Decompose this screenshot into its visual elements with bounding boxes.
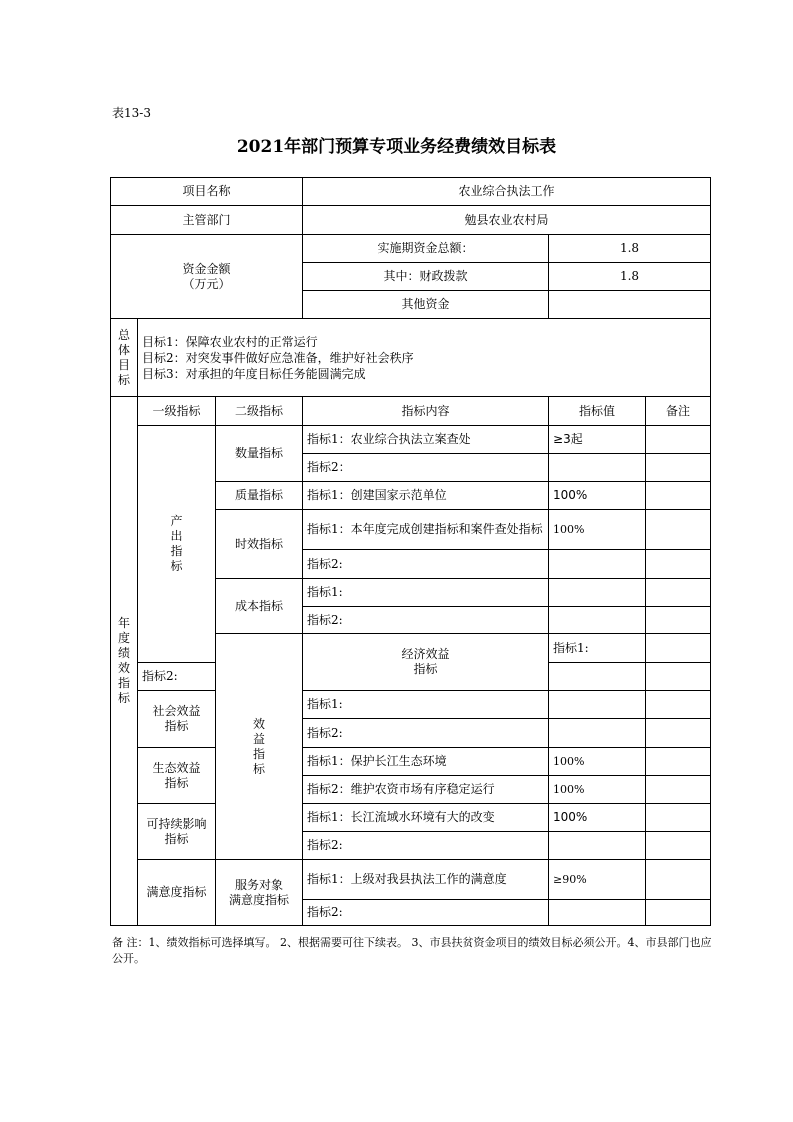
remark-cell (646, 860, 711, 900)
annual-goal-label (111, 397, 138, 926)
service-indicator-1: 指标1：上级对我县执法工作的满意度 (303, 860, 549, 900)
footnote: 备 注：1、绩效指标可选择填写。 2、根据需要可往下续表。 3、市县扶贫资金项目的绩效目标必须公开。4、市县部门也应公开。 (112, 936, 712, 965)
fund-fiscal-label: 其中：财政拨款 (303, 263, 549, 291)
cost-indicator-1: 指标1: (303, 579, 549, 607)
remark-cell (646, 482, 711, 510)
overall-goals (138, 319, 711, 397)
value-cell (549, 663, 646, 691)
ecological-indicator-1: 指标1：保护长江生态环境 (303, 748, 549, 776)
ecological-label-line-1: 生态效益 (152, 760, 201, 775)
ecological-indicator-2-value: 100% (549, 776, 646, 804)
department-value: 勉县农业农村局 (303, 206, 711, 235)
ecological-indicator-1-value: 100% (549, 748, 646, 776)
header-remark: 备注 (646, 397, 711, 426)
annual-label-char: 效 (117, 661, 130, 675)
economic-indicator-label (303, 634, 549, 691)
quantity-indicator-1: 指标1：农业综合执法立案查处 (303, 426, 549, 454)
table-row (111, 178, 711, 206)
cost-indicator-label: 成本指标 (216, 579, 303, 634)
remark-cell (646, 426, 711, 454)
header-content: 指标内容 (303, 397, 549, 426)
fund-fiscal-value: 1.8 (549, 263, 711, 291)
overall-goal-label (111, 319, 138, 397)
remark-cell (646, 510, 711, 550)
social-label-line-2: 指标 (164, 719, 189, 733)
table-row (111, 319, 711, 397)
economic-indicator-2: 指标2: (138, 663, 216, 691)
remark-cell (646, 607, 711, 634)
economic-indicator-1: 指标1: (549, 634, 646, 663)
social-indicator-1: 指标1: (303, 691, 549, 719)
overall-label-char: 总 (117, 327, 130, 342)
quality-indicator-label: 质量指标 (216, 482, 303, 510)
economic-label-line-1: 经济效益 (401, 647, 450, 661)
quantity-indicator-label: 数量指标 (216, 426, 303, 482)
overall-label-char: 目 (117, 357, 130, 372)
table-row (111, 397, 711, 426)
value-cell (646, 634, 711, 663)
remark-cell (646, 748, 711, 776)
output-indicator-label (138, 426, 216, 663)
service-label-line-1: 服务对象 (235, 877, 284, 892)
fund-total-value: 1.8 (549, 235, 711, 263)
table-row (111, 748, 711, 776)
sustainability-indicator-2: 指标2: (303, 832, 549, 860)
benefit-label-char: 标 (253, 761, 266, 776)
remark-cell (646, 691, 711, 719)
service-satisfaction-label (216, 860, 303, 926)
value-cell (549, 579, 646, 607)
value-cell (549, 550, 646, 579)
sustainability-indicator-label (138, 804, 216, 860)
remark-cell (646, 776, 711, 804)
ecological-label-line-2: 指标 (164, 775, 189, 790)
service-indicator-1-value: ≥90% (549, 860, 646, 900)
output-label-char: 产 (170, 514, 183, 528)
page-title: 2021年部门预算专项业务经费绩效目标表 (236, 137, 557, 157)
benefit-label-char: 指 (253, 746, 266, 761)
remark-cell (646, 900, 711, 926)
remark-cell (646, 663, 711, 691)
table-row (111, 691, 711, 719)
quantity-indicator-1-value: ≥3起 (549, 426, 646, 454)
fund-other-label: 其他资金 (303, 291, 549, 319)
fund-label-line-2: （万元） (182, 276, 231, 291)
annual-label-char: 度 (117, 631, 130, 645)
ecological-indicator-label (138, 748, 216, 804)
value-cell (549, 719, 646, 748)
satisfaction-indicator-label: 满意度指标 (138, 860, 216, 926)
project-name-value: 农业综合执法工作 (303, 178, 711, 206)
table-row (111, 206, 711, 235)
output-label-char: 标 (170, 559, 183, 573)
fund-amount-label (111, 235, 303, 319)
benefit-label-char: 效 (253, 716, 266, 731)
sustainability-label-line-1: 可持续影响 (146, 816, 207, 831)
quality-indicator-1-value: 100% (549, 482, 646, 510)
remark-cell (646, 832, 711, 860)
overall-label-char: 体 (117, 342, 130, 357)
remark-cell (646, 454, 711, 482)
fund-other-value (549, 291, 711, 319)
annual-label-char: 年 (117, 616, 130, 630)
annual-label-char: 指 (117, 676, 130, 690)
goal-2: 目标2：对突发事件做好应急准备，维护好社会秩序 (142, 350, 414, 365)
header-level2: 二级指标 (216, 397, 303, 426)
value-cell (549, 691, 646, 719)
value-cell (549, 832, 646, 860)
service-label-line-2: 满意度指标 (229, 892, 290, 907)
goal-3: 目标3：对承担的年度目标任务能圆满完成 (142, 366, 366, 381)
table-row (111, 235, 711, 263)
social-indicator-label (138, 691, 216, 748)
remark-cell (646, 579, 711, 607)
social-label-line-1: 社会效益 (152, 704, 201, 718)
annual-label-char: 绩 (117, 646, 130, 660)
benefit-label-char: 益 (253, 731, 266, 746)
economic-label-line-2: 指标 (413, 662, 438, 676)
table-row (111, 426, 711, 454)
performance-goal-table (110, 177, 711, 926)
header-value: 指标值 (549, 397, 646, 426)
ecological-indicator-2: 指标2：维护农资市场有序稳定运行 (303, 776, 549, 804)
remark-cell (646, 719, 711, 748)
timeliness-indicator-label: 时效指标 (216, 510, 303, 579)
output-label-char: 出 (170, 529, 183, 543)
output-label-char: 指 (170, 544, 183, 558)
sustainability-label-line-2: 指标 (164, 831, 189, 846)
goal-1: 目标1：保障农业农村的正常运行 (142, 334, 318, 349)
department-label: 主管部门 (111, 206, 303, 235)
service-indicator-2: 指标2: (303, 900, 549, 926)
annual-label-char: 标 (117, 691, 130, 705)
timeliness-indicator-1: 指标1：本年度完成创建指标和案件查处指标 (303, 510, 549, 550)
table-row (111, 860, 711, 900)
quality-indicator-1: 指标1：创建国家示范单位 (303, 482, 549, 510)
value-cell (549, 900, 646, 926)
remark-cell (646, 804, 711, 832)
fund-total-label: 实施期资金总额： (303, 235, 549, 263)
project-name-label: 项目名称 (111, 178, 303, 206)
social-indicator-2: 指标2: (303, 719, 549, 748)
sustainability-indicator-1-value: 100% (549, 804, 646, 832)
timeliness-indicator-1-value: 100% (549, 510, 646, 550)
quantity-indicator-2: 指标2： (303, 454, 549, 482)
table-row (111, 804, 711, 832)
sustainability-indicator-1: 指标1：长江流域水环境有大的改变 (303, 804, 549, 832)
timeliness-indicator-2: 指标2: (303, 550, 549, 579)
remark-cell (646, 550, 711, 579)
value-cell (549, 454, 646, 482)
benefit-indicator-label (216, 634, 303, 860)
table-number: 表13-3 (112, 106, 151, 120)
overall-label-char: 标 (117, 372, 130, 387)
fund-label-line-1: 资金金额 (182, 261, 231, 276)
value-cell (549, 607, 646, 634)
header-level1: 一级指标 (138, 397, 216, 426)
cost-indicator-2: 指标2: (303, 607, 549, 634)
